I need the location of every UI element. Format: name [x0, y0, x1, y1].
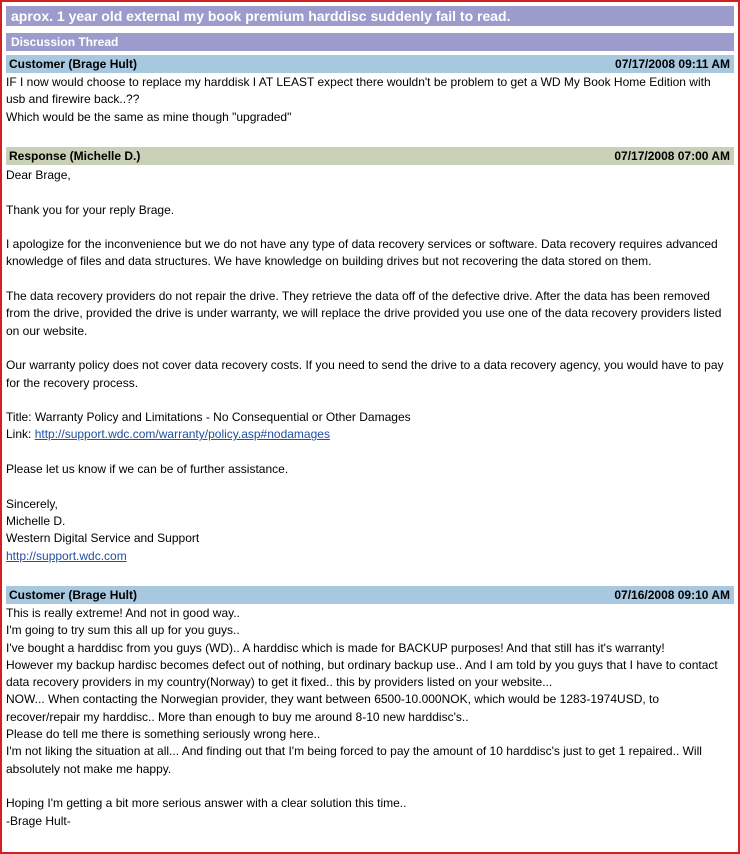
message-line: I'm going to try sum this all up for you guys..	[6, 623, 240, 638]
discussion-thread-header: Discussion Thread	[6, 33, 734, 51]
message-date: 07/17/2008 09:11 AM	[615, 57, 730, 71]
message-header-response	[6, 147, 734, 165]
message-author: Customer (Brage Hult)	[9, 57, 138, 71]
message-line: This is really extreme! And not in good way..	[6, 606, 240, 620]
message-line: However my backup hardisc becomes defect out of nothing, but ordinary backup use.. And I am told by you guys that I have to contact	[6, 657, 718, 672]
further-assistance-line: Please let us know if we can be of further assistance.	[6, 462, 289, 477]
message-line: IF I now would choose to replace my harddisk I AT LEAST expect there wouldn't be problem to get a WD My Book Home Edition with	[6, 75, 711, 89]
closing-line: Hoping I'm getting a bit more serious answer with a clear solution this time..	[6, 796, 407, 811]
message-body-customer-1	[6, 74, 734, 126]
greeting-line: Dear Brage,	[6, 168, 71, 182]
policy-title-line: Title: Warranty Policy and Limitations - No Consequential or Other Damages	[6, 410, 411, 425]
message-line: I'm not liking the situation at all... And finding out that I'm being forced to pay the amount of 10 harddisc's just to get 1 repaired.. Will	[6, 744, 702, 759]
support-site-link[interactable]: http://support.wdc.com	[6, 548, 127, 563]
paragraph-line: for the recovery process.	[6, 375, 139, 390]
organization-name: Western Digital Service and Support	[6, 531, 200, 546]
message-header-customer-2	[6, 586, 734, 604]
message-line: absolutely not make me happy.	[6, 761, 172, 776]
message-body-customer-2	[6, 605, 734, 830]
warranty-policy-link[interactable]: http://support.wdc.com/warranty/policy.asp#nodamages	[34, 427, 330, 442]
message-body-response	[6, 167, 734, 565]
message-line: NOW... When contacting the Norwegian provider, they want between 6500-10.000NOK, which would be 1283-1974USD, to	[6, 692, 660, 707]
message-date: 07/16/2008 09:10 AM	[614, 588, 730, 602]
message-line: data recovery providers in my country(Norway) to get it fixed.. this by providers listed on your website...	[6, 675, 553, 690]
paragraph-line: Our warranty policy does not cover data recovery costs. If you need to send the drive to a data recovery agency, you would have to pay	[6, 358, 724, 373]
message-date: 07/17/2008 07:00 AM	[614, 149, 730, 163]
message-line: I've bought a harddisc from you guys (WD).. A harddisc which is made for BACKUP purposes! And that still has it's warranty!	[6, 640, 665, 655]
link-label: Link:	[6, 427, 35, 442]
message-author: Customer (Brage Hult)	[9, 588, 138, 602]
policy-link-line	[6, 426, 734, 443]
sign-off-line: Sincerely,	[6, 496, 58, 511]
message-line: usb and firewire back..??	[6, 92, 140, 107]
paragraph-line: The data recovery providers do not repair the drive. They retrieve the data off of the defective drive. After the data has been removed	[6, 289, 710, 304]
message-line: Which would be the same as mine though "upgraded"	[6, 109, 292, 124]
message-author: Response (Michelle D.)	[9, 149, 141, 163]
message-line: Please do tell me there is something seriously wrong here..	[6, 727, 321, 742]
paragraph-line: on our website.	[6, 323, 88, 338]
paragraph-line: from the drive, provided the drive is under warranty, we will replace the drive provided you use one of the data recovery providers listed	[6, 306, 722, 321]
paragraph-line: knowledge of files and data structures. We have knowledge on building drives but not recovering the data stored on them.	[6, 254, 652, 269]
thanks-line: Thank you for your reply Brage.	[6, 202, 175, 217]
paragraph-line: I apologize for the inconvenience but we do not have any type of data recovery services or software. Data recovery requires advanced	[6, 237, 718, 252]
organization-link-line	[6, 548, 734, 565]
message-line: recover/repair my harddisc.. More than enough to buy me around 8-10 new harddisc's..	[6, 709, 469, 724]
signature-line: -Brage Hult-	[6, 813, 71, 828]
message-header-customer-1	[6, 55, 734, 73]
signer-name: Michelle D.	[6, 513, 66, 528]
page-title: aprox. 1 year old external my book premium harddisc suddenly fail to read.	[6, 6, 734, 26]
